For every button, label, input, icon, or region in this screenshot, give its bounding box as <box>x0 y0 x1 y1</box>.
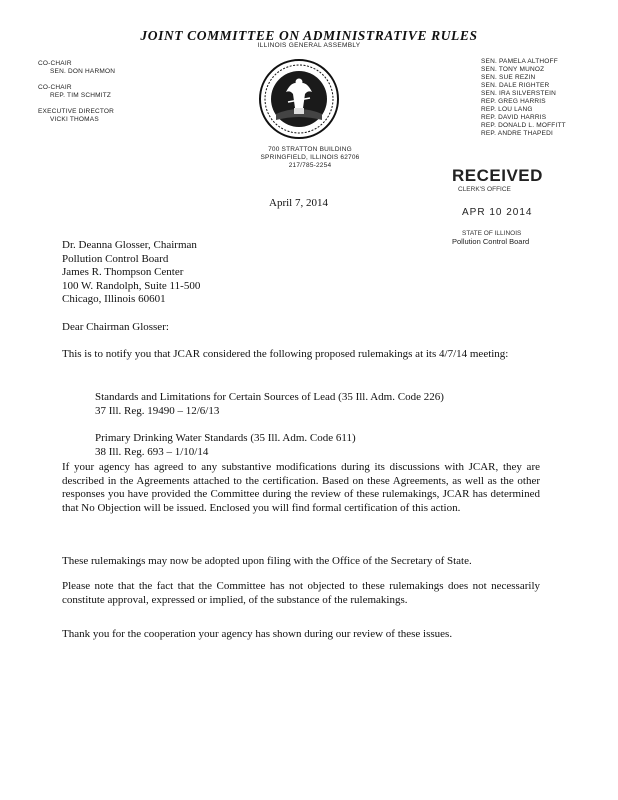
officer-line: REP. TIM SCHMITZ <box>50 92 112 99</box>
salutation: Dear Chairman Glosser: <box>62 321 169 333</box>
member-line: SEN. TONY MUNOZ <box>481 66 545 73</box>
officer-line: SEN. DON HARMON <box>50 68 116 75</box>
officer-line: EXECUTIVE DIRECTOR <box>38 108 115 115</box>
stamp-date: APR 10 2014 <box>462 207 533 218</box>
officer-line: VICKI THOMAS <box>50 116 99 123</box>
address-line: 700 STRATTON BUILDING <box>268 146 352 153</box>
rulemaking-item <box>95 391 444 418</box>
member-line: SEN. SUE REZIN <box>481 74 536 81</box>
address-line: SPRINGFIELD, ILLINOIS 62706 <box>260 154 360 161</box>
rulemaking-item <box>95 432 356 459</box>
recipient-line: Chicago, Illinois 60601 <box>62 293 166 305</box>
agreements-paragraph: If your agency has agreed to any substantive modifications during its discussions with JCAR, they are described in the Agreements attached to the certification. Based on these Agreements, as well as the other responses you have provided the Committee during the review of these rulemakings, JCAR has determined that No Objection will be issued. Enclosed you will find formal certification of this action. <box>62 461 540 514</box>
disclaimer-paragraph: Please note that the fact that the Committee has not objected to these rulemakings does not necessarily constitute approval, expressed or implied, of the substance of the rulemakings. <box>62 580 540 606</box>
officer-line: CO-CHAIR <box>38 84 72 91</box>
rulemaking-name: Primary Drinking Water Standards (35 Ill. Adm. Code 611) <box>95 432 356 444</box>
rulemaking-reg: 37 Ill. Reg. 19490 – 12/6/13 <box>95 404 220 417</box>
adoption-paragraph: These rulemakings may now be adopted upon filing with the Office of the Secretary of State. <box>62 555 472 567</box>
member-line: REP. GREG HARRIS <box>481 98 546 105</box>
state-seal-icon <box>258 58 340 140</box>
recipient-line: James R. Thompson Center <box>62 266 184 278</box>
stamp-office: CLERK'S OFFICE <box>458 186 511 193</box>
member-line: REP. LOU LANG <box>481 106 533 113</box>
stamp-board: Pollution Control Board <box>452 237 530 246</box>
received-stamp <box>452 166 592 246</box>
thanks-paragraph: Thank you for the cooperation your agency has shown during our review of these issues. <box>62 628 453 640</box>
letterhead-title: JOINT COMMITTEE ON ADMINISTRATIVE RULES <box>140 28 478 43</box>
recipient-address <box>62 239 200 307</box>
office-address <box>220 146 400 170</box>
rulemaking-reg: 38 Ill. Reg. 693 – 1/10/14 <box>95 445 209 458</box>
member-line: REP. DONALD L. MOFFITT <box>481 122 566 129</box>
letterhead-subtitle: ILLINOIS GENERAL ASSEMBLY <box>257 42 361 49</box>
officer-line: CO-CHAIR <box>38 60 72 67</box>
member-line: SEN. PAMELA ALTHOFF <box>481 58 558 65</box>
address-line: 217/785-2254 <box>288 162 332 169</box>
left-officers-column <box>38 60 218 124</box>
member-line: SEN. IRA SILVERSTEIN <box>481 90 557 97</box>
member-line: SEN. DALE RIGHTER <box>481 82 550 89</box>
stamp-state: STATE OF ILLINOIS <box>462 230 522 237</box>
recipient-line: Pollution Control Board <box>62 252 169 265</box>
rulemaking-name: Standards and Limitations for Certain Sources of Lead (35 Ill. Adm. Code 226) <box>95 391 444 403</box>
stamp-title: RECEIVED <box>452 166 543 185</box>
member-line: REP. DAVID HARRIS <box>481 114 547 121</box>
member-line: REP. ANDRE THAPEDI <box>481 130 553 137</box>
recipient-line: Dr. Deanna Glosser, Chairman <box>62 239 197 251</box>
letter-date: April 7, 2014 <box>269 197 328 209</box>
right-members-column <box>481 58 611 138</box>
recipient-line: 100 W. Randolph, Suite 11-500 <box>62 279 201 292</box>
intro-paragraph: This is to notify you that JCAR considered the following proposed rulemakings at its 4/7/14 meeting: <box>62 348 509 360</box>
